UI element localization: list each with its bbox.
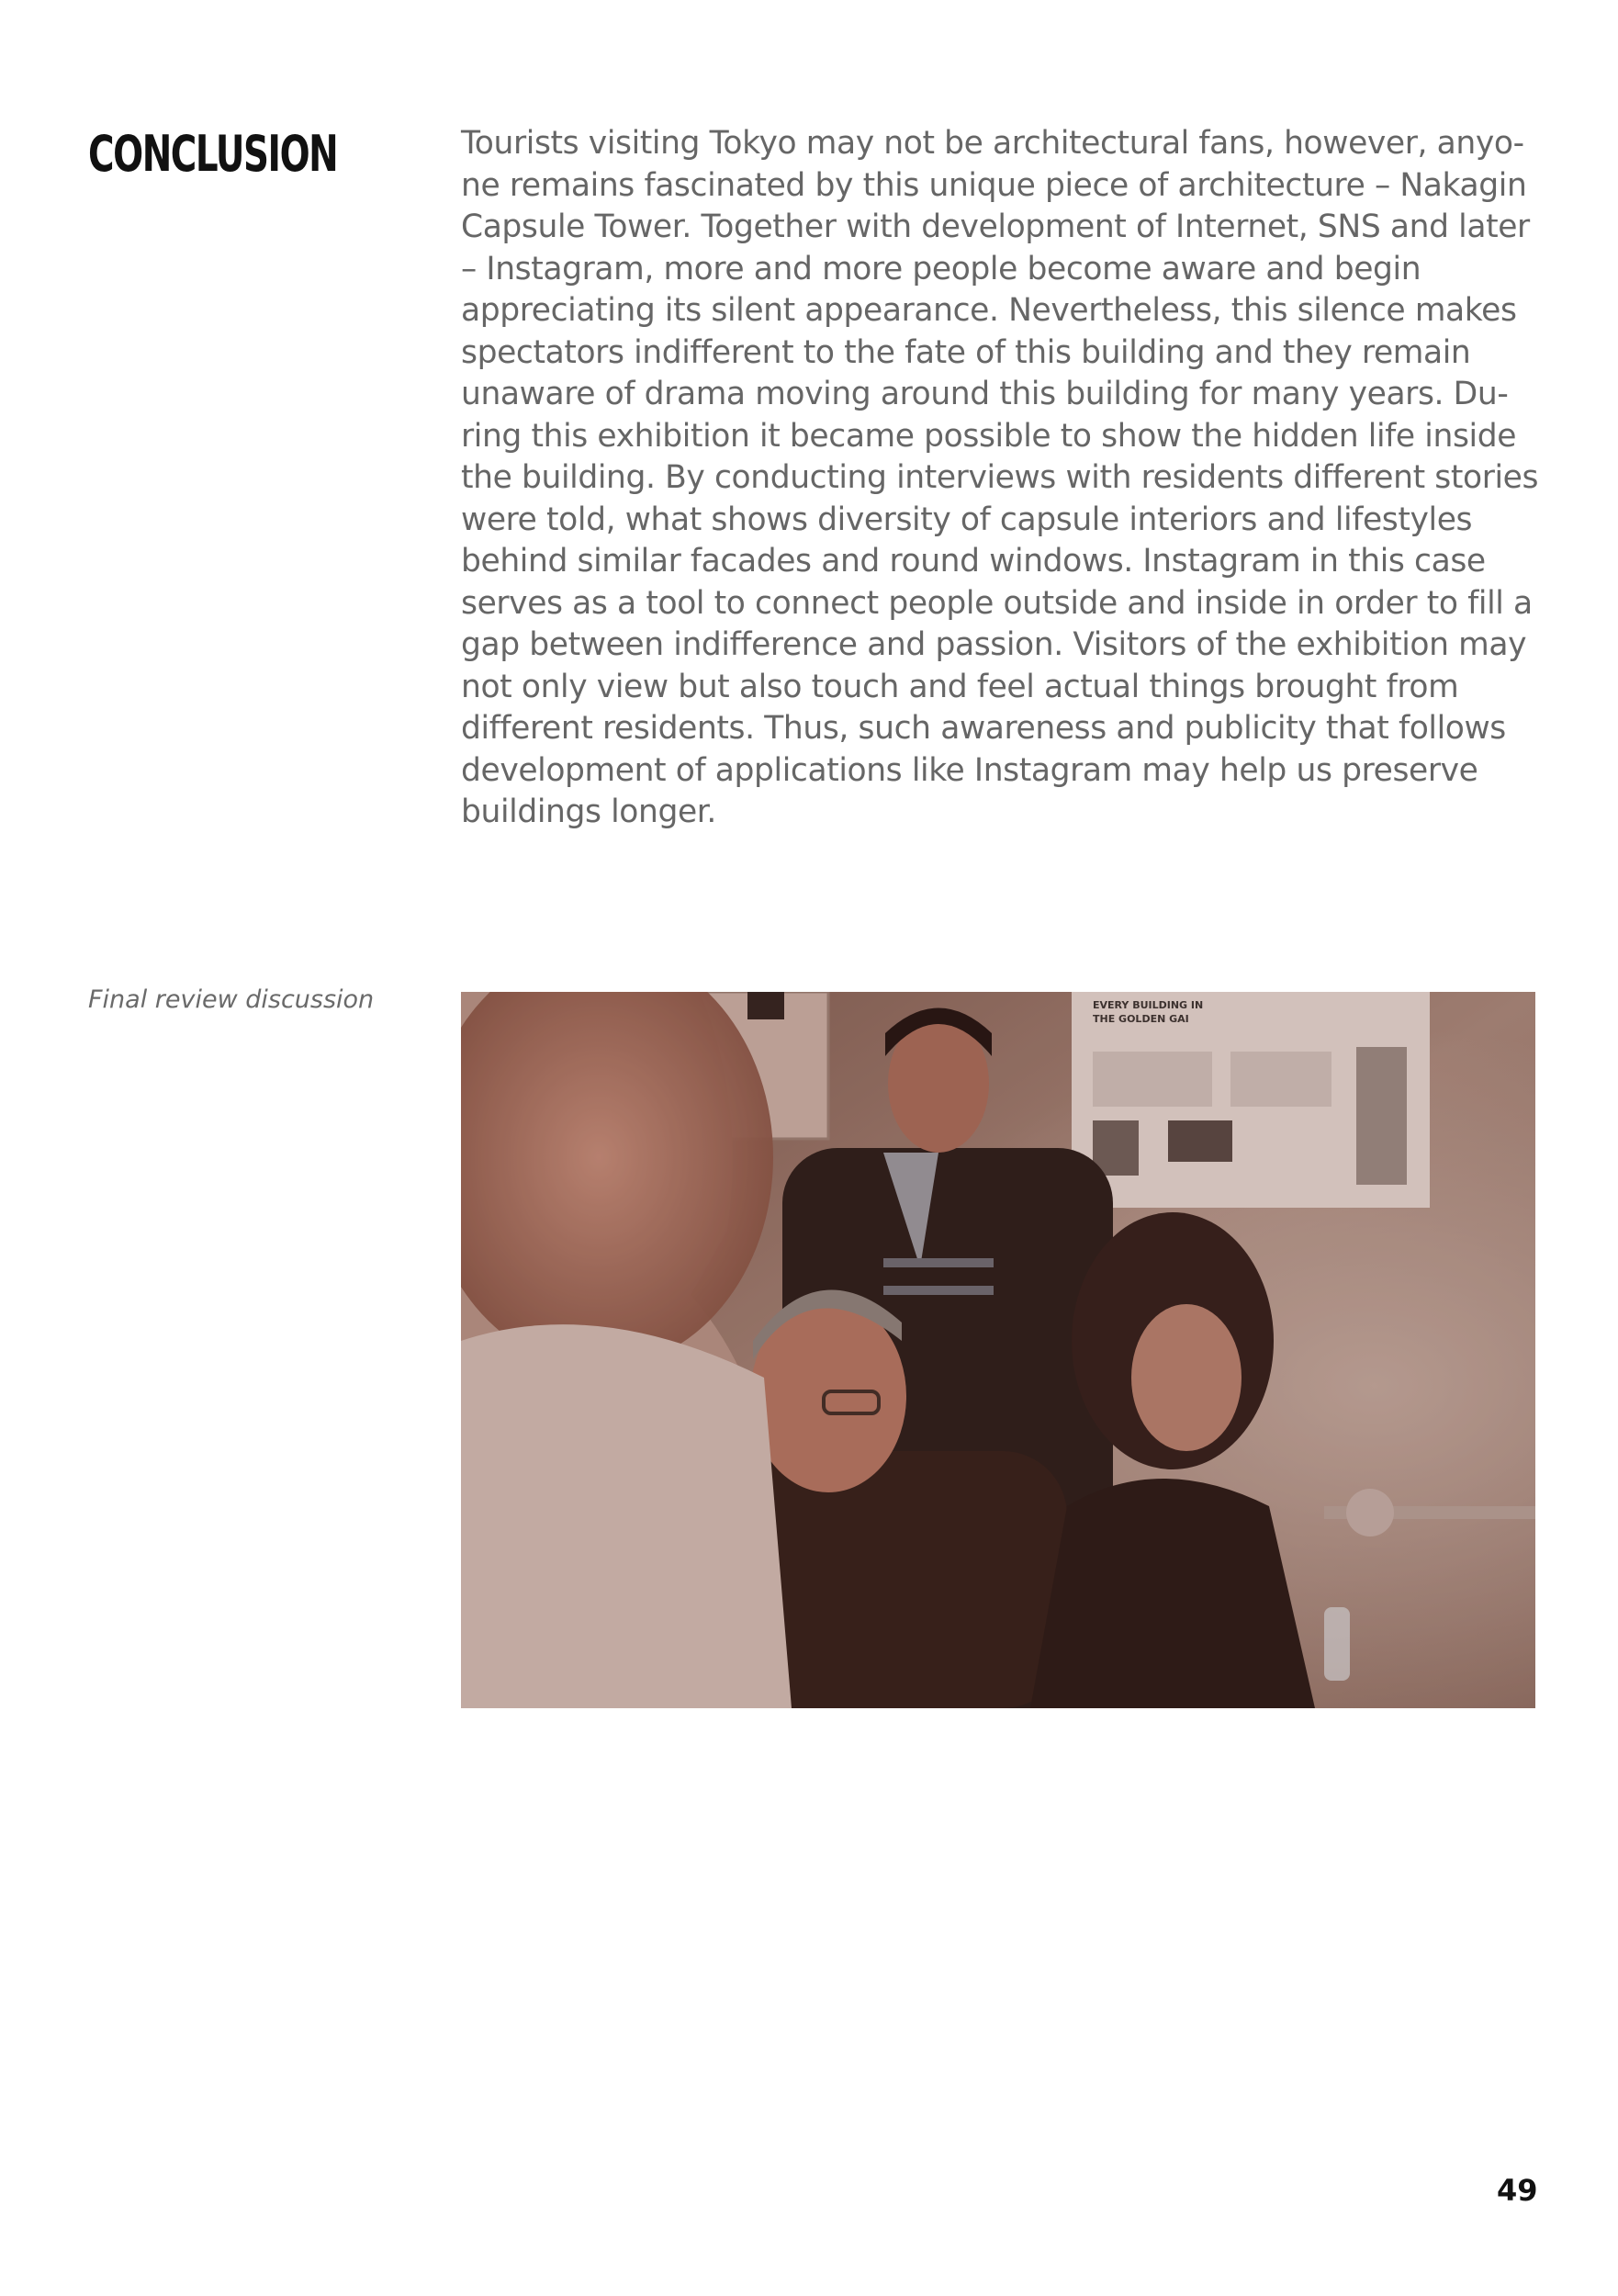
page-number: 49 <box>1497 2173 1538 2208</box>
photo-caption: Final review discussion <box>88 985 375 1014</box>
section-heading: CONCLUSION <box>88 125 338 183</box>
poster-title-line1: EVERY BUILDING IN <box>1093 999 1204 1011</box>
review-photo <box>461 992 1535 1708</box>
review-photo-illustration <box>461 992 1535 1708</box>
poster-title-line2: THE GOLDEN GAI <box>1093 1013 1189 1025</box>
conclusion-paragraph: Tourists visiting Tokyo may not be architectural fans, however, anyone remains fascinated by this unique piece of architecture – Nakagin Capsule Tower. Together with development of Internet, SNS and later – Instagram, more and more people become aware and begin appreciating its silent appearance. Nevertheless, this silence makes spectators indifferent to the fate of this building and they remain unaware of drama moving around this building for many years. During this exhibition it became possible to show the hidden life inside the building. By conducting interviews with residents different stories were told, what shows diversity of capsule interiors and lifestyles behind similar facades and round windows. Instagram in this case serves as a tool to connect people outside and inside in order to fill a gap between indifference and passion. Visitors of the exhibition may not only view but also touch and feel actual things brought from different residents. Thus, such awareness and publicity that follows development of applications like Instagram may help us preserve buildings longer. <box>461 125 1539 830</box>
